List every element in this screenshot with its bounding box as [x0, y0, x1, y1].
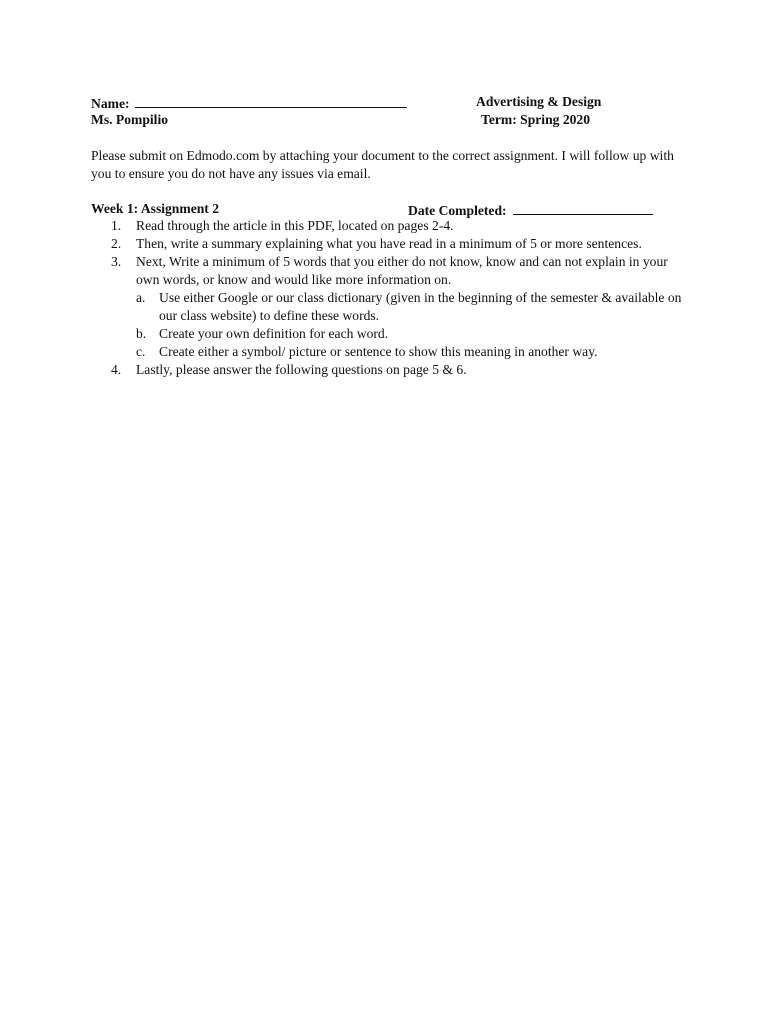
- sub-list-item: [136, 343, 691, 361]
- submission-instructions: Please submit on Edmodo.com by attaching your document to the correct assignment. I will follow up with you to ensure you do not have any issues via email.: [91, 148, 674, 181]
- list-item: [91, 253, 691, 361]
- name-label: Name:: [91, 96, 130, 111]
- list-item: [91, 361, 691, 379]
- steps-list: [91, 217, 691, 379]
- sub-list-item: [136, 325, 691, 343]
- list-number: 3.: [111, 254, 122, 269]
- list-item-text: Next, Write a minimum of 5 words that you either do not know, know and can not explain in your own words, or know and would like more information on.: [136, 254, 668, 287]
- list-number: 1.: [111, 218, 122, 233]
- list-number: 4.: [111, 362, 122, 377]
- list-item-text: Read through the article in this PDF, located on pages 2-4.: [136, 218, 454, 233]
- list-number: 2.: [111, 236, 122, 251]
- list-item-text: Then, write a summary explaining what you have read in a minimum of 5 or more sentences.: [136, 236, 642, 251]
- sub-steps-list: [136, 289, 691, 361]
- sub-list-letter: c.: [136, 344, 146, 359]
- sub-list-text: Use either Google or our class dictionary (given in the beginning of the semester & available on our class website) to define these words.: [159, 290, 682, 323]
- list-item: [91, 217, 691, 235]
- sub-list-text: Create either a symbol/ picture or sentence to show this meaning in another way.: [159, 344, 598, 359]
- sub-list-letter: b.: [136, 326, 147, 341]
- name-blank-line: [135, 93, 407, 108]
- course-title: Advertising & Design: [476, 94, 602, 109]
- assignment-title: Week 1: Assignment 2: [91, 201, 220, 216]
- sub-list-item: [136, 289, 691, 325]
- sub-list-text: Create your own definition for each word.: [159, 326, 389, 341]
- list-item-text: Lastly, please answer the following questions on page 5 & 6.: [136, 362, 467, 377]
- date-blank-line: [513, 200, 653, 215]
- term-label: Term: Spring 2020: [481, 112, 591, 127]
- teacher-name: Ms. Pompilio: [91, 112, 169, 127]
- list-item: [91, 235, 691, 253]
- date-completed-label: Date Completed:: [408, 203, 507, 218]
- assignment-heading: [91, 200, 691, 218]
- name-field: [91, 93, 407, 113]
- sub-list-letter: a.: [136, 290, 146, 305]
